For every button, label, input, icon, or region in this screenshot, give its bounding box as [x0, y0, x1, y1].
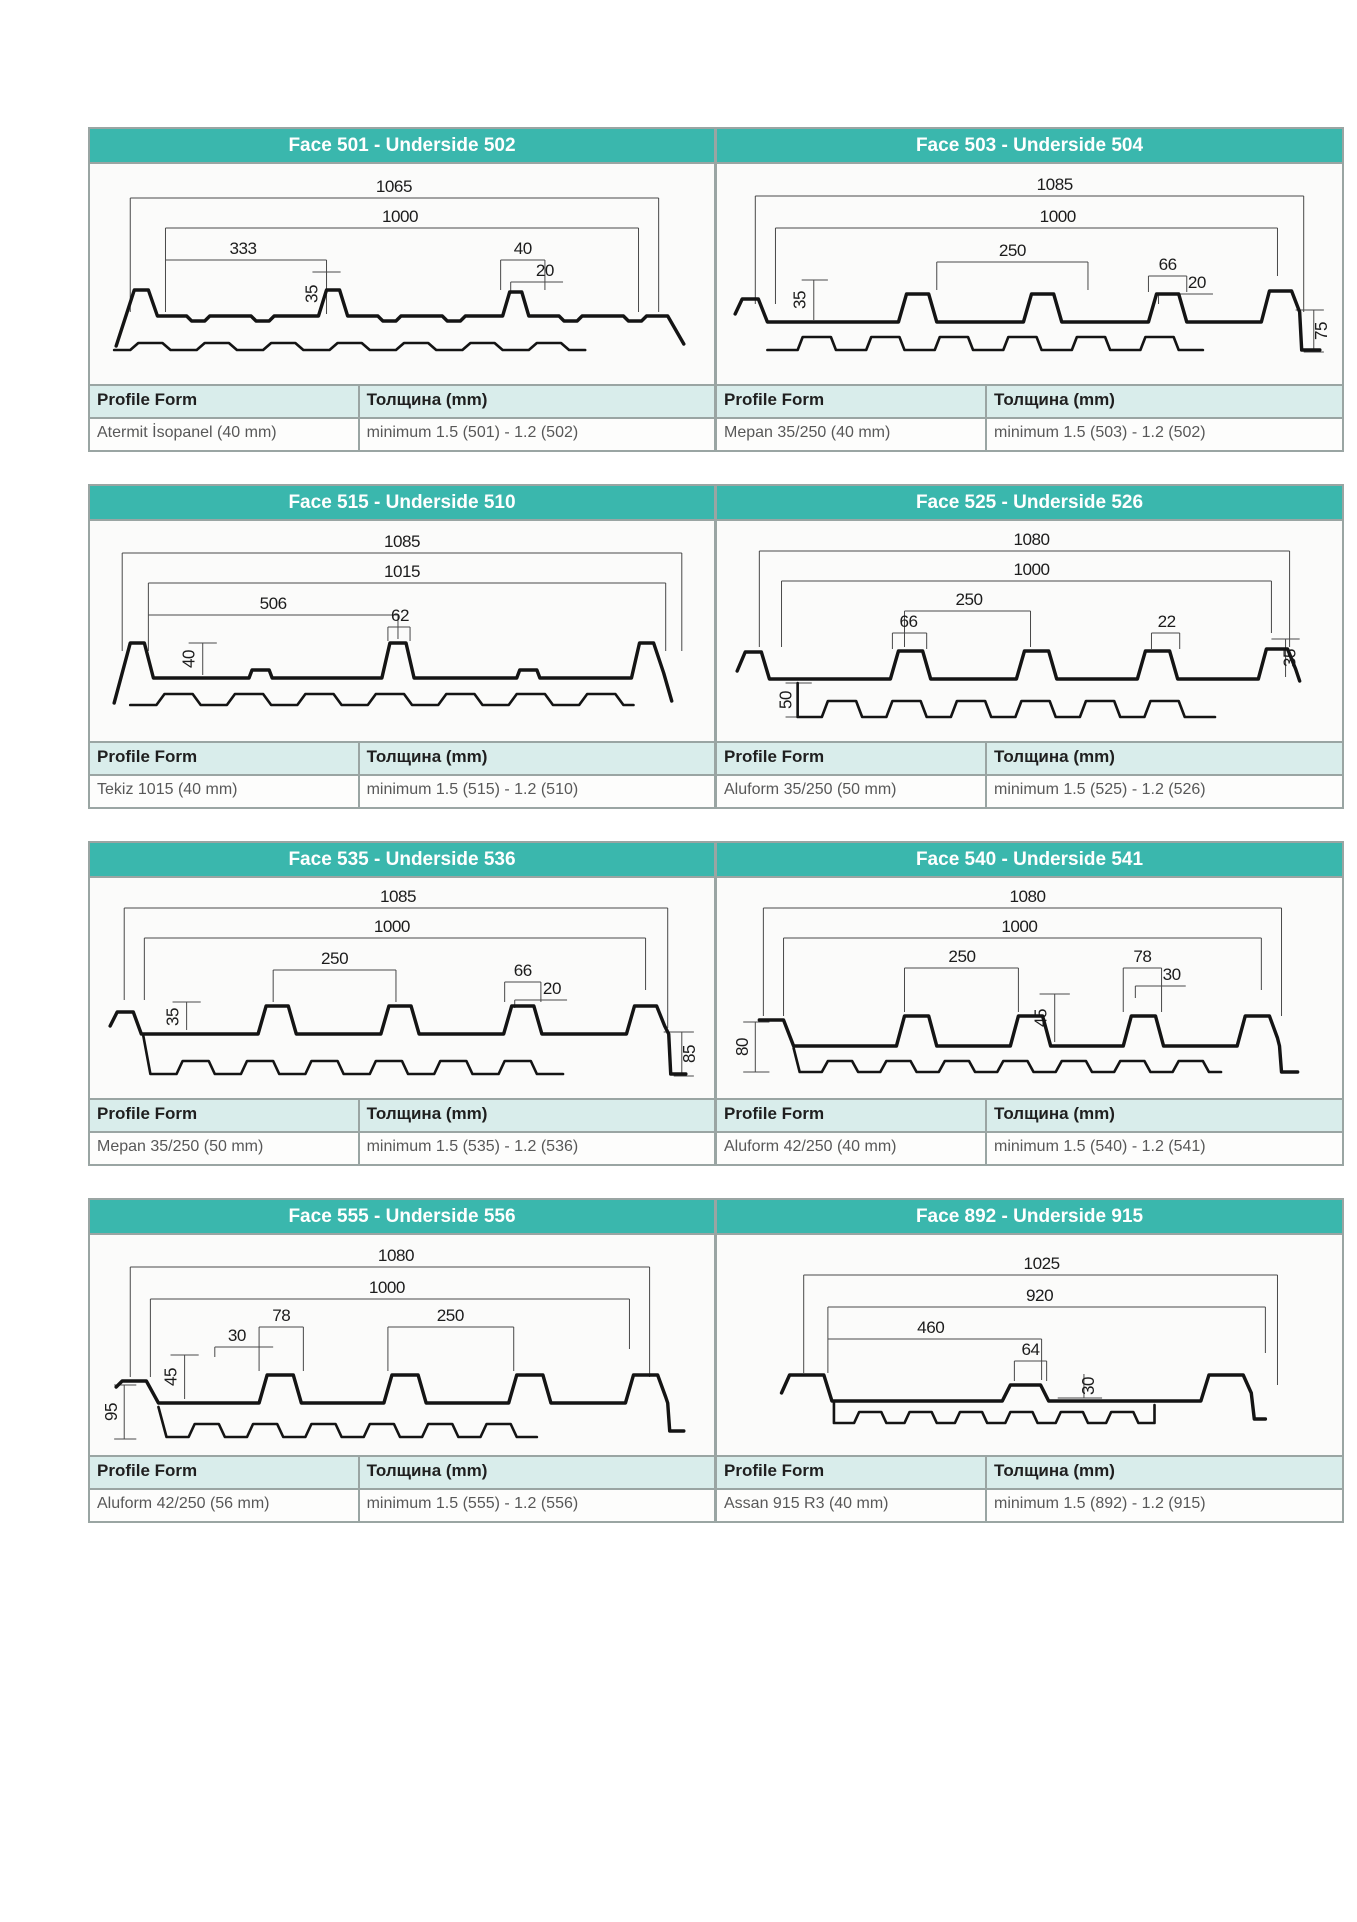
col-header-profile-form: Profile Form — [717, 1100, 987, 1131]
panel-title: Face 515 - Underside 510 — [90, 486, 714, 521]
svg-text:1085: 1085 — [1036, 175, 1073, 194]
col-header-thickness: Толщина (mm) — [987, 743, 1342, 774]
col-header-thickness: Толщина (mm) — [360, 1100, 714, 1131]
svg-text:30: 30 — [1078, 1377, 1099, 1395]
svg-text:1000: 1000 — [373, 917, 410, 936]
panel-501-502 — [88, 127, 716, 452]
col-header-profile-form: Profile Form — [717, 743, 987, 774]
profile-form-value: Aluform 42/250 (56 mm) — [90, 1490, 360, 1521]
table-header-row — [717, 1098, 1342, 1131]
svg-text:35: 35 — [163, 1008, 183, 1026]
col-header-profile-form: Profile Form — [717, 1457, 987, 1488]
col-header-profile-form: Profile Form — [90, 386, 360, 417]
panel-title: Face 892 - Underside 915 — [717, 1200, 1342, 1235]
panel-503-504 — [716, 127, 1344, 452]
svg-text:20: 20 — [542, 979, 561, 998]
table-data-row — [717, 417, 1342, 450]
profile-drawing-535-536 — [90, 878, 714, 1098]
svg-text:85: 85 — [679, 1045, 699, 1063]
panel-892-915 — [716, 1198, 1344, 1523]
col-header-profile-form: Profile Form — [90, 1100, 360, 1131]
svg-text:22: 22 — [1157, 612, 1176, 631]
svg-text:333: 333 — [229, 239, 257, 258]
band-3 — [88, 841, 1344, 1166]
thickness-value: minimum 1.5 (515) - 1.2 (510) — [360, 776, 714, 807]
profile-form-value: Mepan 35/250 (50 mm) — [90, 1133, 360, 1164]
thickness-value: minimum 1.5 (892) - 1.2 (915) — [987, 1490, 1342, 1521]
table-header-row — [717, 384, 1342, 417]
band-2 — [88, 484, 1344, 809]
table-data-row — [90, 774, 714, 807]
svg-text:1015: 1015 — [383, 562, 421, 581]
svg-text:66: 66 — [513, 961, 532, 980]
panel-515-510 — [88, 484, 716, 809]
svg-text:250: 250 — [436, 1306, 464, 1325]
svg-text:1000: 1000 — [1039, 207, 1076, 226]
svg-text:95: 95 — [102, 1403, 122, 1421]
panel-title: Face 501 - Underside 502 — [90, 129, 714, 164]
band-4 — [88, 1198, 1344, 1523]
svg-text:75: 75 — [1311, 322, 1331, 340]
col-header-profile-form: Profile Form — [717, 386, 987, 417]
profile-form-value: Aluform 42/250 (40 mm) — [717, 1133, 987, 1164]
svg-text:35: 35 — [790, 291, 810, 309]
table-data-row — [717, 774, 1342, 807]
thickness-value: minimum 1.5 (501) - 1.2 (502) — [360, 419, 714, 450]
table-header-row — [90, 384, 714, 417]
svg-text:1080: 1080 — [1009, 887, 1046, 906]
svg-text:250: 250 — [955, 590, 983, 609]
svg-text:250: 250 — [321, 949, 349, 968]
svg-text:1000: 1000 — [1001, 917, 1038, 936]
svg-text:1000: 1000 — [381, 207, 419, 226]
table-data-row — [717, 1131, 1342, 1164]
profile-form-value: Assan 915 R3 (40 mm) — [717, 1490, 987, 1521]
svg-text:460: 460 — [917, 1318, 945, 1337]
col-header-profile-form: Profile Form — [90, 743, 360, 774]
col-header-thickness: Толщина (mm) — [987, 1457, 1342, 1488]
svg-text:78: 78 — [272, 1306, 291, 1325]
svg-text:20: 20 — [1187, 273, 1206, 292]
svg-text:250: 250 — [998, 241, 1026, 260]
svg-text:66: 66 — [1158, 255, 1177, 274]
table-data-row — [717, 1488, 1342, 1521]
panel-555-556 — [88, 1198, 716, 1523]
svg-text:1080: 1080 — [1013, 530, 1050, 549]
panel-540-541 — [716, 841, 1344, 1166]
profile-drawing-525-526 — [717, 521, 1342, 741]
table-data-row — [90, 1488, 714, 1521]
profile-drawing-555-556 — [90, 1235, 714, 1455]
col-header-thickness: Толщина (mm) — [987, 386, 1342, 417]
thickness-value: minimum 1.5 (525) - 1.2 (526) — [987, 776, 1342, 807]
panel-title: Face 503 - Underside 504 — [717, 129, 1342, 164]
table-header-row — [90, 741, 714, 774]
band-1 — [88, 127, 1344, 452]
thickness-value: minimum 1.5 (555) - 1.2 (556) — [360, 1490, 714, 1521]
svg-text:30: 30 — [1162, 965, 1181, 984]
col-header-thickness: Толщина (mm) — [360, 1457, 714, 1488]
panel-title: Face 555 - Underside 556 — [90, 1200, 714, 1235]
svg-text:40: 40 — [513, 239, 532, 258]
svg-text:62: 62 — [390, 606, 410, 625]
svg-text:45: 45 — [161, 1368, 181, 1386]
thickness-value: minimum 1.5 (535) - 1.2 (536) — [360, 1133, 714, 1164]
profile-drawing-892-915 — [717, 1235, 1342, 1455]
svg-text:250: 250 — [948, 947, 976, 966]
panel-title: Face 535 - Underside 536 — [90, 843, 714, 878]
table-header-row — [90, 1455, 714, 1488]
svg-text:920: 920 — [1026, 1286, 1054, 1305]
svg-text:1085: 1085 — [383, 532, 421, 551]
profile-drawing-501-502 — [90, 164, 714, 384]
table-data-row — [90, 1131, 714, 1164]
col-header-profile-form: Profile Form — [90, 1457, 360, 1488]
profile-drawing-540-541 — [717, 878, 1342, 1098]
svg-text:80: 80 — [733, 1038, 753, 1056]
svg-text:1000: 1000 — [368, 1278, 405, 1297]
thickness-value: minimum 1.5 (540) - 1.2 (541) — [987, 1133, 1342, 1164]
svg-text:78: 78 — [1133, 947, 1152, 966]
svg-text:45: 45 — [1031, 1009, 1051, 1027]
svg-text:1025: 1025 — [1023, 1254, 1060, 1273]
profile-form-value: Tekiz 1015 (40 mm) — [90, 776, 360, 807]
panel-525-526 — [716, 484, 1344, 809]
panel-title: Face 540 - Underside 541 — [717, 843, 1342, 878]
svg-text:64: 64 — [1021, 1340, 1040, 1359]
svg-text:30: 30 — [227, 1326, 246, 1345]
table-header-row — [90, 1098, 714, 1131]
profile-form-value: Atermit İsopanel (40 mm) — [90, 419, 360, 450]
svg-text:35: 35 — [302, 285, 322, 303]
table-header-row — [717, 1455, 1342, 1488]
profile-catalog-sheet — [88, 127, 1344, 1555]
profile-drawing-503-504 — [717, 164, 1342, 384]
profile-form-value: Mepan 35/250 (40 mm) — [717, 419, 987, 450]
thickness-value: minimum 1.5 (503) - 1.2 (502) — [987, 419, 1342, 450]
svg-text:1000: 1000 — [1013, 560, 1050, 579]
svg-text:1085: 1085 — [379, 887, 416, 906]
svg-text:1080: 1080 — [377, 1246, 414, 1265]
col-header-thickness: Толщина (mm) — [360, 743, 714, 774]
svg-text:66: 66 — [899, 612, 918, 631]
panel-title: Face 525 - Underside 526 — [717, 486, 1342, 521]
svg-text:50: 50 — [776, 691, 796, 709]
svg-text:506: 506 — [259, 594, 287, 613]
svg-text:1065: 1065 — [375, 177, 412, 196]
table-data-row — [90, 417, 714, 450]
svg-text:35: 35 — [1280, 649, 1300, 667]
svg-text:40: 40 — [179, 650, 199, 668]
panel-535-536 — [88, 841, 716, 1166]
col-header-thickness: Толщина (mm) — [360, 386, 714, 417]
table-header-row — [717, 741, 1342, 774]
svg-text:20: 20 — [535, 261, 554, 280]
col-header-thickness: Толщина (mm) — [987, 1100, 1342, 1131]
profile-form-value: Aluform 35/250 (50 mm) — [717, 776, 987, 807]
profile-drawing-515-510 — [90, 521, 714, 741]
